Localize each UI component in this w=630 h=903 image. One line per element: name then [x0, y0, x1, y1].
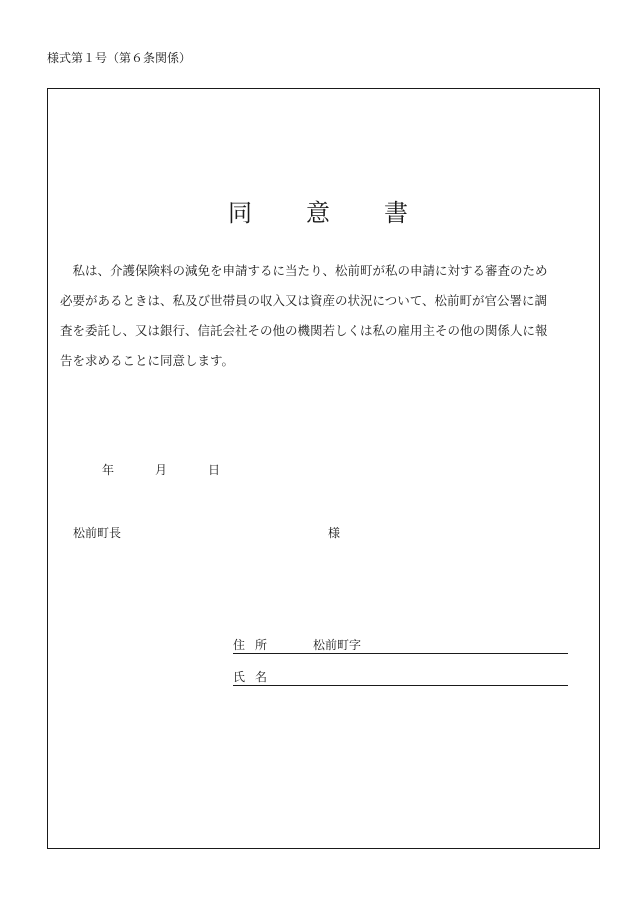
consent-text-line-2: 必要があるときは、私及び世帯員の収入又は資産の状況について、松前町が官公署に調 — [60, 293, 548, 308]
consent-text-line-3: 査を委託し、又は銀行、信託会社その他の機関若しくは私の雇用主その他の関係人に報 — [60, 323, 548, 338]
title-char-1: 同 — [228, 199, 252, 227]
name-field[interactable] — [233, 667, 568, 686]
title-char-3: 書 — [384, 199, 408, 227]
name-label: 氏名 — [233, 670, 278, 684]
consent-text-line-1: 私は、介護保険料の減免を申請するに当たり、松前町が私の申請に対する審査のため — [60, 263, 548, 278]
date-day-label: 日 — [208, 463, 221, 477]
document-title — [0, 196, 630, 230]
address-field[interactable] — [233, 635, 568, 654]
consent-text-line-4: 告を求めることに同意します。 — [60, 353, 235, 368]
address-label: 住所 — [233, 638, 278, 652]
addressee-label: 松前町長 — [73, 526, 122, 540]
title-char-2: 意 — [306, 199, 330, 227]
date-year-label: 年 — [102, 463, 115, 477]
form-number: 様式第１号（第６条関係） — [47, 51, 192, 65]
date-month-label: 月 — [155, 463, 168, 477]
address-value: 松前町字 — [313, 638, 362, 652]
addressee-honorific: 様 — [328, 526, 341, 540]
